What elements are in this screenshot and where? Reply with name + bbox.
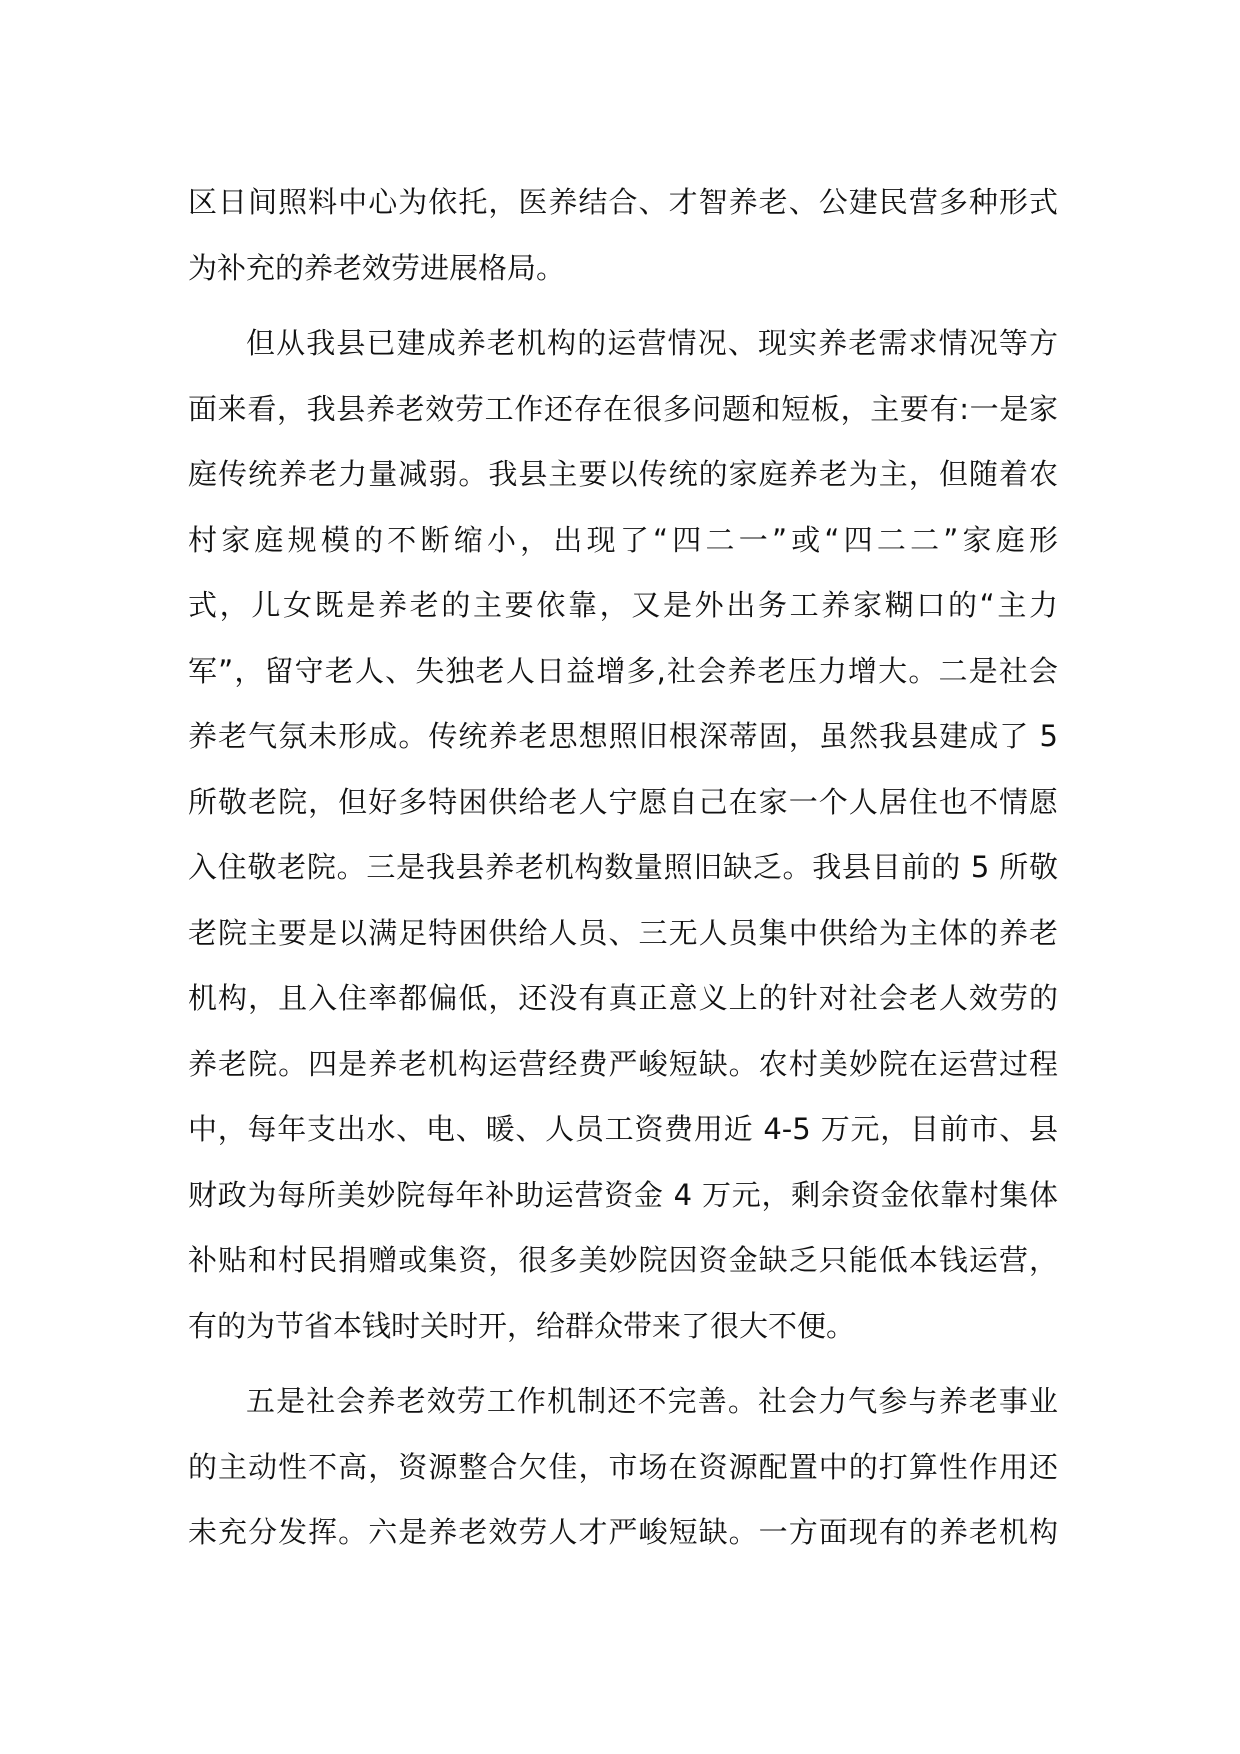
- text-line: 养老院。四是养老机构运营经费严峻短缺。农村美妙院在运营过程: [188, 1046, 1058, 1081]
- text-line: 面来看，我县养老效劳工作还存在很多问题和短板，主要有:一是家: [188, 391, 1058, 426]
- text-line: 村家庭规模的不断缩小，出现了“四二一”或“四二二”家庭形: [188, 522, 1058, 557]
- text-line: 庭传统养老力量减弱。我县主要以传统的家庭养老为主，但随着农: [188, 457, 1058, 491]
- paragraph-1: [188, 170, 1058, 301]
- text-line: 入住敬老院。三是我县养老机构数量照旧缺乏。我县目前的 5 所敬: [188, 850, 1058, 884]
- text-line: 补贴和村民捐赠或集资，很多美妙院因资金缺乏只能低本钱运营，: [188, 1243, 1058, 1277]
- text-line: 老院主要是以满足特困供给人员、三无人员集中供给为主体的养老: [188, 915, 1058, 950]
- paragraph-gap: [188, 1359, 1058, 1369]
- text-line: 养老气氛未形成。传统养老思想照旧根深蒂固，虽然我县建成了 5: [188, 719, 1058, 753]
- text-line: 机构，且入住率都偏低，还没有真正意义上的针对社会老人效劳的: [188, 981, 1058, 1015]
- text-line: 的主动性不高，资源整合欠佳，市场在资源配置中的打算性作用还: [188, 1449, 1058, 1484]
- text-line: 所敬老院，但好多特困供给老人宁愿自己在家一个人居住也不情愿: [188, 784, 1058, 819]
- text-line: 但从我县已建成养老机构的运营情况、现实养老需求情况等方: [246, 326, 1058, 360]
- text-line: 军”，留守老人、失独老人日益增多,社会养老压力增大。二是社会: [188, 653, 1058, 688]
- text-line: 财政为每所美妙院每年补助运营资金 4 万元，剩余资金依靠村集体: [188, 1177, 1058, 1212]
- text-line: 未充分发挥。六是养老效劳人才严峻短缺。一方面现有的养老机构: [188, 1515, 1058, 1549]
- text-line: 中，每年支出水、电、暖、人员工资费用近 4-5 万元，目前市、县: [188, 1112, 1058, 1146]
- paragraph-3: [188, 1369, 1058, 1566]
- document-body: [188, 170, 1058, 1566]
- text-line: 区日间照料中心为依托，医养结合、才智养老、公建民营多种形式: [188, 185, 1058, 219]
- text-line: 五是社会养老效劳工作机制还不完善。社会力气参与养老事业: [246, 1384, 1058, 1418]
- text-line: 为补充的养老效劳进展格局。: [188, 250, 566, 285]
- text-line: 式，儿女既是养老的主要依靠，又是外出务工养家糊口的“主力: [188, 588, 1058, 622]
- paragraph-2: [188, 311, 1058, 1359]
- text-line: 有的为节省本钱时关时开，给群众带来了很大不便。: [188, 1308, 856, 1343]
- paragraph-gap: [188, 301, 1058, 311]
